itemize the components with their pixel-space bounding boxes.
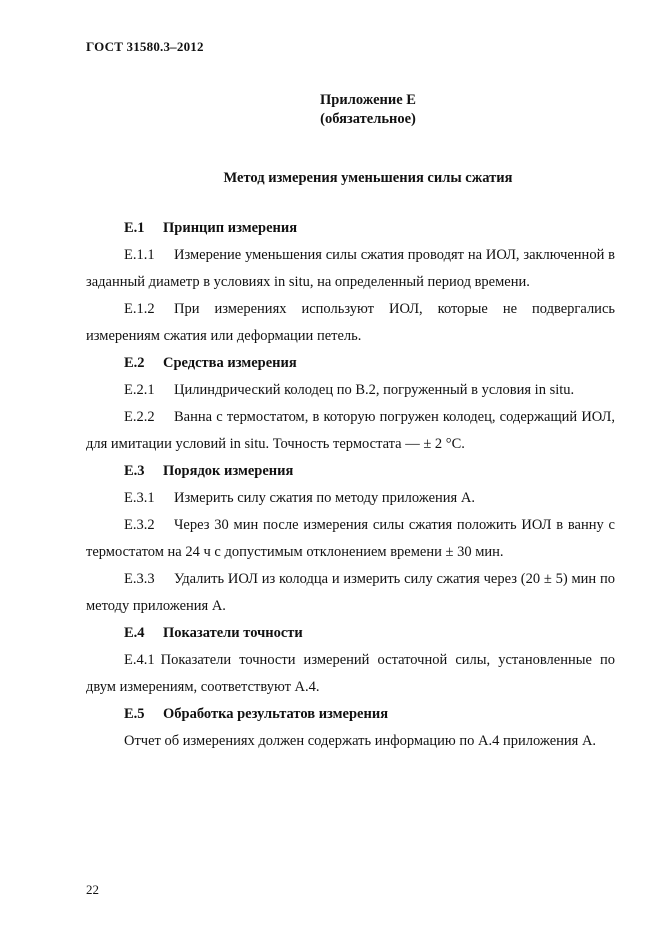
appendix-status: (обязательное) [320,111,416,127]
section-number: Е.5 [124,706,145,722]
clause-text: Удалить ИОЛ из колодца и измерить силу сжатия через (20 ± 5) мин по методу приложения А. [86,571,615,614]
section-heading [86,701,615,728]
clause [86,566,615,620]
section-heading [86,350,615,377]
clause-number: Е.2.2 [124,409,155,425]
section-number: Е.1 [124,220,145,236]
section-title: Принцип измерения [163,220,298,236]
clause-text: Отчет об измерениях должен содержать информацию по А.4 приложения А. [124,733,597,749]
clause-text: Ванна с термостатом, в которую погружен колодец, содержащий ИОЛ, для имитации условий in situ. Точность термостата — ± 2 °С. [86,409,615,452]
clause-text: Через 30 мин после измерения силы сжатия положить ИОЛ в ванну с термостатом на 24 ч с допустимым отклонением времени ± 30 мин. [86,517,615,560]
appendix-title: Приложение Е [320,92,416,108]
section-title: Показатели точности [163,625,303,641]
section-number: Е.2 [124,355,145,371]
clause [86,485,615,512]
clause [86,296,615,350]
clause-number: Е.3.3 [124,571,155,587]
clause [86,728,615,755]
clause-text: Цилиндрический колодец по В.2, погруженный в условия in situ. [174,382,575,398]
section-number: Е.4 [124,625,145,641]
section-heading [86,215,615,242]
clause-number: Е.3.2 [124,517,155,533]
clause-text: Измерить силу сжатия по методу приложения А. [174,490,475,506]
section-title: Порядок измерения [163,463,294,479]
clause-text: При измерениях используют ИОЛ, которые не подвергались измерениям сжатия или деформации петель. [86,301,615,344]
clause [86,404,615,458]
method-title: Метод измерения уменьшения силы сжатия [223,170,513,186]
clause-text: Измерение уменьшения силы сжатия проводят на ИОЛ, заключенной в заданный диаметр в условиях in situ, на определенный период времени. [86,247,615,290]
clause-number: Е.3.1 [124,490,155,506]
section-title: Обработка результатов измерения [163,706,389,722]
clause-number: Е.4.1 [124,652,155,668]
section-heading [86,620,615,647]
section-number: Е.3 [124,463,145,479]
clause-text: Показатели точности измерений остаточной силы, установленные по двум измерениям, соответствуют А.4. [86,652,615,695]
document-body [86,215,615,755]
appendix-heading [0,91,661,129]
clause-number: Е.1.1 [124,247,155,263]
clause-number: Е.1.2 [124,301,155,317]
page-number: 22 [86,882,99,897]
document-code: ГОСТ 31580.3–2012 [86,39,204,54]
section-heading [86,458,615,485]
clause [86,647,615,701]
clause-number: Е.2.1 [124,382,155,398]
section-title: Средства измерения [163,355,297,371]
clause [86,377,615,404]
clause [86,242,615,296]
clause [86,512,615,566]
